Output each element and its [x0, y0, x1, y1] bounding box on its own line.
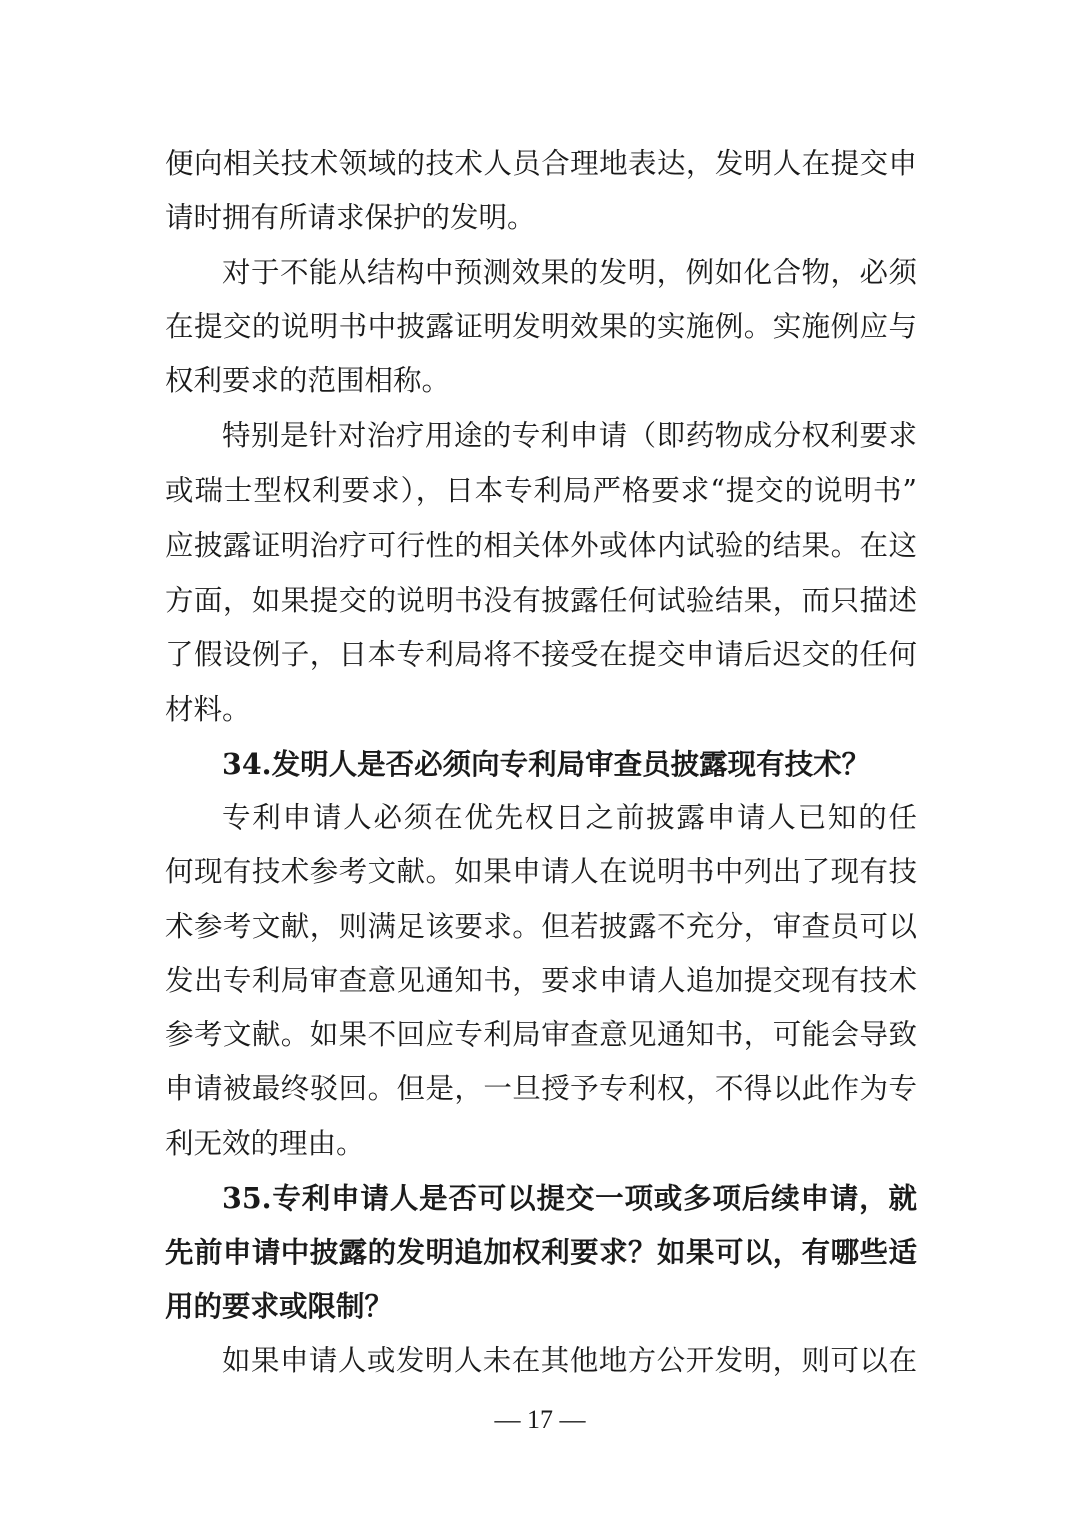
- section-heading-34: 34.发明人是否必须向专利局审查员披露现有技术？: [222, 747, 871, 781]
- paragraph-line: 对于不能从结构中预测效果的发明，例如化合物，必须: [222, 256, 917, 289]
- paragraph-line: 何现有技术参考文献。如果申请人在说明书中列出了现有技: [165, 855, 917, 888]
- paragraph-line: 材料。: [165, 693, 251, 726]
- paragraph-line: 如果申请人或发明人未在其他地方公开发明，则可以在: [222, 1344, 917, 1377]
- paragraph-line: 申请被最终驳回。但是，一旦授予专利权，不得以此作为专: [165, 1072, 917, 1105]
- paragraph-line: 请时拥有所请求保护的发明。: [165, 201, 536, 234]
- paragraph-line: 专利申请人必须在优先权日之前披露申请人已知的任: [222, 801, 917, 834]
- paragraph-line: 应披露证明治疗可行性的相关体外或体内试验的结果。在这: [165, 529, 917, 562]
- paragraph-line: 便向相关技术领域的技术人员合理地表达，发明人在提交申: [165, 147, 917, 180]
- paragraph-line: 在提交的说明书中披露证明发明效果的实施例。实施例应与: [165, 310, 917, 343]
- paragraph-line: 或瑞士型权利要求），日本专利局严格要求“提交的说明书”: [165, 474, 917, 507]
- paragraph-line: 了假设例子，日本专利局将不接受在提交申请后迟交的任何: [165, 638, 917, 671]
- paragraph-line: 利无效的理由。: [165, 1127, 365, 1160]
- page-number: — 17 —: [494, 1405, 586, 1434]
- section-heading-35: 35.专利申请人是否可以提交一项或多项后续申请，就: [222, 1181, 917, 1215]
- paragraph-line: 方面，如果提交的说明书没有披露任何试验结果，而只描述: [165, 584, 917, 617]
- paragraph-line: 术参考文献，则满足该要求。但若披露不充分，审查员可以: [165, 910, 917, 943]
- paragraph-line: 参考文献。如果不回应专利局审查意见通知书，可能会导致: [165, 1018, 917, 1051]
- paragraph-line: 发出专利局审查意见通知书，要求申请人追加提交现有技术: [165, 964, 917, 997]
- paragraph-line: 权利要求的范围相称。: [165, 364, 451, 397]
- section-heading-35: 用的要求或限制？: [165, 1289, 394, 1323]
- section-heading-35: 先前申请中披露的发明追加权利要求？如果可以，有哪些适: [165, 1235, 917, 1269]
- paragraph-line: 特别是针对治疗用途的专利申请（即药物成分权利要求: [222, 419, 917, 452]
